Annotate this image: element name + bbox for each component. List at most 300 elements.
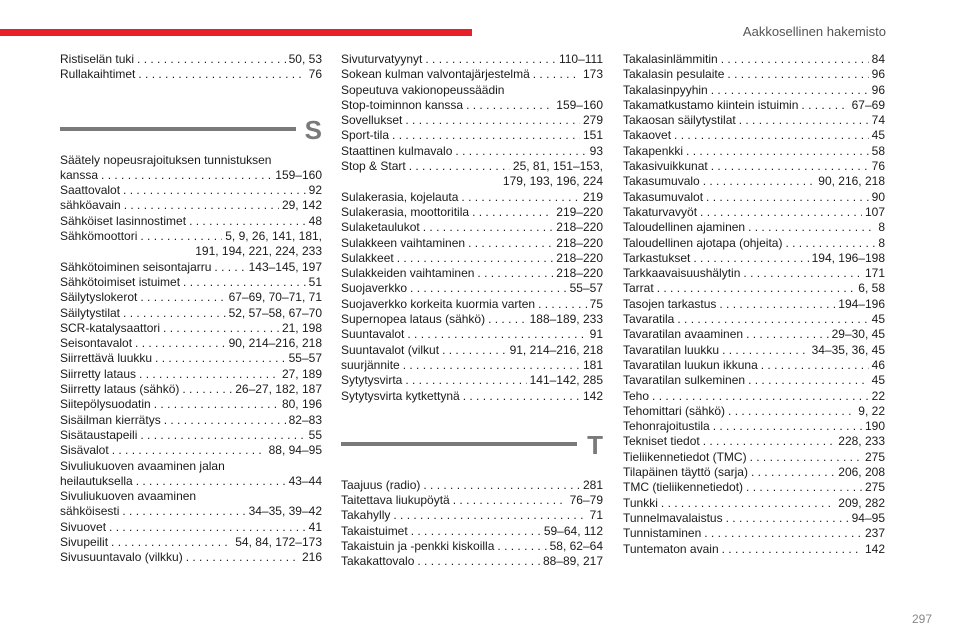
index-entry bbox=[623, 236, 885, 251]
section-header-t bbox=[341, 424, 603, 464]
section-divider bbox=[60, 127, 296, 131]
index-entry-pages: 5, 9, 26, 141, 181, bbox=[225, 229, 322, 244]
index-entry-term: Tekniset tiedot bbox=[623, 434, 700, 449]
index-entry bbox=[623, 358, 885, 373]
index-entry-line bbox=[60, 275, 322, 290]
index-entry-pages: 219–220 bbox=[556, 204, 603, 219]
index-entry-term: Takasumuvalo bbox=[623, 174, 700, 189]
index-entry-line bbox=[341, 67, 603, 82]
dot-leader bbox=[703, 174, 816, 189]
dot-leader bbox=[189, 214, 306, 229]
index-entry-term: Taloudellinen ajotapa (ohjeita) bbox=[623, 235, 783, 250]
index-entry-line bbox=[60, 520, 322, 535]
index-entry bbox=[60, 321, 322, 336]
index-entry-line bbox=[60, 474, 322, 489]
index-entry-pages: 21, 198 bbox=[281, 320, 322, 335]
dot-leader bbox=[722, 343, 809, 358]
index-entry-line bbox=[623, 281, 885, 296]
index-entry-pages: 216 bbox=[301, 550, 322, 565]
dot-leader bbox=[136, 474, 286, 489]
dot-leader bbox=[719, 297, 835, 312]
index-entry-term: Takahylly bbox=[341, 508, 391, 523]
index-entry-line bbox=[341, 508, 603, 523]
index-entry bbox=[60, 443, 322, 458]
index-entry-pages: 76 bbox=[308, 67, 322, 82]
index-entry-pages-continued: 191, 194, 221, 224, 233 bbox=[195, 244, 322, 259]
index-entry-pages: 75 bbox=[589, 296, 603, 311]
index-entry bbox=[341, 373, 603, 388]
index-entry bbox=[623, 113, 885, 128]
index-entry bbox=[341, 524, 603, 539]
index-entry-pages: 84 bbox=[871, 52, 885, 66]
dot-leader bbox=[214, 260, 245, 275]
dot-leader bbox=[652, 389, 869, 404]
dot-leader bbox=[101, 168, 272, 183]
index-entry-term: Sytytysvirta kytkettynä bbox=[341, 388, 460, 403]
index-entry bbox=[341, 236, 603, 251]
index-entry-pages: 92 bbox=[308, 183, 322, 198]
index-entry-line bbox=[341, 343, 603, 358]
index-entry-line bbox=[60, 260, 322, 275]
index-entry-line bbox=[623, 190, 885, 205]
index-entry-line bbox=[60, 52, 322, 67]
index-entry bbox=[60, 275, 322, 290]
index-entry-term: Sähkötoiminen seisontajarru bbox=[60, 259, 212, 274]
dot-leader bbox=[674, 128, 869, 143]
index-entry bbox=[623, 220, 885, 235]
index-entry-line bbox=[341, 389, 603, 404]
index-entry-term: Takaistuimet bbox=[341, 523, 408, 538]
index-entry-term: Sisäilman kierrätys bbox=[60, 412, 161, 427]
index-entry bbox=[341, 113, 603, 128]
index-entry-pages: 142 bbox=[864, 541, 885, 556]
index-entry-pages: 58, 62–64 bbox=[549, 539, 603, 554]
index-entry-line bbox=[623, 358, 885, 373]
index-entry-pages: 93 bbox=[589, 143, 603, 158]
index-entry-line bbox=[341, 98, 603, 113]
index-entry bbox=[341, 389, 603, 404]
index-entry-term: Stop-toiminnon kanssa bbox=[341, 97, 464, 112]
index-entry bbox=[341, 493, 603, 508]
index-entry-pages: 90, 214–216, 218 bbox=[228, 336, 322, 351]
index-entry-line bbox=[60, 443, 322, 458]
dot-leader bbox=[124, 198, 279, 213]
index-entry-line bbox=[623, 159, 885, 174]
dot-leader bbox=[122, 504, 245, 519]
index-entry-line bbox=[623, 526, 885, 541]
index-entry bbox=[623, 327, 885, 342]
index-entry-pages: 51 bbox=[308, 274, 322, 289]
index-entry-line bbox=[623, 419, 885, 434]
index-entry-term: Takalasin pesulaite bbox=[623, 67, 725, 82]
dot-leader bbox=[721, 52, 869, 67]
index-entry-pages: 8 bbox=[878, 235, 885, 250]
index-entry-term: Suojaverkko bbox=[341, 281, 408, 296]
index-entry bbox=[60, 260, 322, 275]
dot-leader bbox=[661, 496, 835, 511]
index-entry bbox=[623, 343, 885, 358]
dot-leader bbox=[743, 266, 862, 281]
index-entry-pages: 159–160 bbox=[556, 97, 603, 112]
index-entry-term: Takalasinlämmitin bbox=[623, 52, 718, 66]
index-entry bbox=[60, 290, 322, 305]
index-entry-term: Suojaverkko korkeita kuormia varten bbox=[341, 296, 536, 311]
index-entry-term: Takaturvavyöt bbox=[623, 204, 698, 219]
index-entry-line bbox=[60, 351, 322, 366]
dot-leader bbox=[538, 297, 587, 312]
index-entry-line bbox=[60, 290, 322, 305]
index-entry-line bbox=[623, 174, 885, 189]
dot-leader bbox=[472, 205, 553, 220]
index-entry-line bbox=[341, 144, 603, 159]
entries-col3-t bbox=[623, 52, 885, 557]
entries-col1-pre bbox=[60, 52, 322, 83]
index-entry bbox=[60, 67, 322, 82]
index-entry-term: Takaovet bbox=[623, 128, 672, 143]
index-entry-pages: 91, 214–216, 218 bbox=[509, 342, 603, 357]
index-entry-line bbox=[623, 128, 885, 143]
index-entry-term: Sulakerasia, kojelauta bbox=[341, 189, 459, 204]
dot-leader bbox=[407, 327, 586, 342]
index-entry-line bbox=[60, 67, 322, 82]
index-entry-term: Sulakerasia, moottoritila bbox=[341, 204, 470, 219]
dot-leader bbox=[746, 480, 862, 495]
dot-leader bbox=[453, 493, 567, 508]
index-entry-line bbox=[623, 144, 885, 159]
index-entry bbox=[623, 174, 885, 189]
dot-leader bbox=[728, 404, 855, 419]
index-entry-term: Taitettava liukupöytä bbox=[341, 493, 450, 508]
index-entry bbox=[60, 52, 322, 67]
index-entry-term: SCR-katalysaattori bbox=[60, 320, 161, 335]
index-entry-line bbox=[341, 266, 603, 281]
index-entry-pages: 67–69 bbox=[851, 97, 885, 112]
dot-leader bbox=[746, 327, 829, 342]
index-entry-term: Tavaratilan luukun ikkuna bbox=[623, 357, 758, 372]
dot-leader bbox=[409, 159, 510, 174]
index-entry-line bbox=[341, 190, 603, 205]
index-entry-pages: 142 bbox=[582, 388, 603, 403]
dot-leader bbox=[761, 358, 869, 373]
index-entry-term: Tilapäinen täyttö (sarja) bbox=[623, 465, 748, 480]
index-entry bbox=[60, 535, 322, 550]
index-entry-term: Säilytyslokerot bbox=[60, 290, 138, 305]
index-entry-term: Seisontavalot bbox=[60, 336, 133, 351]
index-entry-term: Siirrettävä luukku bbox=[60, 351, 153, 366]
dot-leader bbox=[748, 220, 875, 235]
index-entry-pages: 281 bbox=[582, 477, 603, 492]
index-entry-term: Sovellukset bbox=[341, 113, 403, 128]
index-entry-pages: 82–83 bbox=[288, 412, 322, 427]
dot-leader bbox=[686, 144, 869, 159]
index-entry bbox=[623, 434, 885, 449]
index-entry-line bbox=[623, 220, 885, 235]
dot-leader bbox=[123, 183, 306, 198]
dot-leader bbox=[123, 306, 226, 321]
index-entry-line bbox=[341, 281, 603, 296]
index-entry bbox=[341, 159, 603, 190]
dot-leader bbox=[455, 144, 586, 159]
index-entry-term: Tavaratilan luukku bbox=[623, 342, 720, 357]
index-entry-line bbox=[623, 389, 885, 404]
index-entry-pages: 76 bbox=[871, 159, 885, 174]
index-entry-term: Sport-tila bbox=[341, 128, 390, 143]
index-entry-term: Suuntavalot bbox=[341, 327, 405, 342]
index-entry bbox=[623, 83, 885, 98]
index-entry-term: Tunnistaminen bbox=[623, 526, 702, 541]
index-entry-term: Sokean kulman valvontajärjestelmä bbox=[341, 67, 530, 82]
header-accent-bar bbox=[0, 29, 472, 36]
index-entry-pages: 54, 84, 172–173 bbox=[235, 535, 322, 550]
index-entry-pages: 141–142, 285 bbox=[529, 373, 603, 388]
index-entry bbox=[60, 413, 322, 428]
index-entry-pages: 25, 81, 151–153, bbox=[512, 159, 603, 174]
index-entry-term: Sivuturvatyynyt bbox=[341, 52, 423, 66]
index-entry-line bbox=[623, 297, 885, 312]
index-entry bbox=[60, 198, 322, 213]
dot-leader bbox=[140, 428, 305, 443]
index-entry-pages: 45 bbox=[871, 312, 885, 327]
index-entry-term: Tehonrajoitustila bbox=[623, 419, 710, 434]
index-entry bbox=[623, 389, 885, 404]
index-entry-pages: 218–220 bbox=[556, 266, 603, 281]
index-entry-line bbox=[341, 297, 603, 312]
index-entry-pages: 59–64, 112 bbox=[543, 523, 603, 538]
dot-leader bbox=[403, 358, 580, 373]
entries-col2-s bbox=[341, 52, 603, 404]
dot-leader bbox=[488, 312, 527, 327]
dot-leader bbox=[722, 542, 862, 557]
dot-leader bbox=[677, 312, 868, 327]
index-entry bbox=[60, 489, 322, 520]
index-entry-pages: 29, 142 bbox=[281, 198, 322, 213]
index-entry-line bbox=[60, 198, 322, 213]
index-entry-term: Siirretty lataus bbox=[60, 366, 137, 381]
index-entry bbox=[341, 205, 603, 220]
index-entry-line bbox=[623, 373, 885, 388]
index-entry bbox=[341, 554, 603, 569]
index-entry-pages: 74 bbox=[871, 113, 885, 128]
index-entry bbox=[623, 373, 885, 388]
index-entry bbox=[341, 478, 603, 493]
index-entry-line bbox=[623, 98, 885, 113]
section-letter-s: S bbox=[304, 114, 322, 145]
index-entry-term: Teho bbox=[623, 388, 650, 403]
index-entry-term: Tavaratilan avaaminen bbox=[623, 327, 744, 342]
index-entry-pages: 88–89, 217 bbox=[542, 554, 603, 569]
dot-leader bbox=[140, 229, 222, 244]
index-entry bbox=[60, 397, 322, 412]
index-entry bbox=[623, 251, 885, 266]
index-entry bbox=[623, 266, 885, 281]
index-entry bbox=[60, 229, 322, 260]
index-entry-term: Sulakkeiden vaihtaminen bbox=[341, 266, 475, 281]
index-entry-line bbox=[60, 367, 322, 382]
index-entry bbox=[623, 404, 885, 419]
index-entry-pages: 96 bbox=[871, 82, 885, 97]
index-entry-line bbox=[60, 397, 322, 412]
index-entry bbox=[60, 459, 322, 490]
dot-leader bbox=[155, 351, 286, 366]
index-entry-line bbox=[623, 542, 885, 557]
index-entry-term: sähköavain bbox=[60, 198, 121, 213]
index-entry-term: Takasumuvalot bbox=[623, 189, 704, 204]
entries-section-s bbox=[60, 153, 322, 566]
index-entry bbox=[341, 327, 603, 342]
dot-leader bbox=[739, 113, 869, 128]
index-entry-term: kanssa bbox=[60, 167, 99, 182]
index-entry-term: Tunnelmavalaistus bbox=[623, 510, 723, 525]
index-entry-line bbox=[60, 550, 322, 565]
index-entry bbox=[341, 312, 603, 327]
index-entry-pages: 275 bbox=[864, 449, 885, 464]
index-entry-line bbox=[60, 229, 322, 244]
index-entry bbox=[341, 266, 603, 281]
index-entry bbox=[60, 306, 322, 321]
index-entry bbox=[341, 297, 603, 312]
dot-leader bbox=[111, 535, 232, 550]
index-entry bbox=[60, 550, 322, 565]
dot-leader bbox=[183, 275, 306, 290]
index-entry-term: Tuntematon avain bbox=[623, 541, 719, 556]
index-entry-pages: 110–111 bbox=[558, 52, 603, 66]
index-entry-pages: 34–35, 36, 45 bbox=[811, 342, 885, 357]
index-entry-line bbox=[60, 336, 322, 351]
index-entry-line bbox=[341, 524, 603, 539]
section-header-s bbox=[60, 109, 322, 149]
index-entry-pages: 143–145, 197 bbox=[248, 259, 322, 274]
index-entry-term: Taloudellinen ajaminen bbox=[623, 220, 746, 235]
index-entry-term: Sivusuuntavalo (vilkku) bbox=[60, 550, 183, 565]
index-entry-line bbox=[341, 113, 603, 128]
index-entry-line bbox=[341, 358, 603, 373]
index-entry-line bbox=[60, 504, 322, 519]
index-entry-term: Siirretty lataus (sähkö) bbox=[60, 382, 180, 397]
index-entry-term: suurjännite bbox=[341, 357, 400, 372]
dot-leader bbox=[411, 524, 541, 539]
index-entry-term: Takakattovalo bbox=[341, 554, 415, 569]
index-entry bbox=[623, 159, 885, 174]
index-entry-term: Tunkki bbox=[623, 495, 658, 510]
index-entry bbox=[623, 98, 885, 113]
index-entry bbox=[623, 419, 885, 434]
index-entry bbox=[341, 128, 603, 143]
index-entry-term: Sisätaustapeili bbox=[60, 427, 138, 442]
index-entry-line bbox=[623, 251, 885, 266]
index-entry-line bbox=[341, 327, 603, 342]
index-entry-pages-continued: 179, 193, 196, 224 bbox=[502, 174, 603, 189]
index-entry-line bbox=[60, 321, 322, 336]
index-entry-term: Stop & Start bbox=[341, 159, 406, 174]
index-entry-term: TMC (tieliikennetiedot) bbox=[623, 480, 744, 495]
dot-leader bbox=[748, 373, 869, 388]
index-entry-pages: 181 bbox=[582, 357, 603, 372]
index-entry-line bbox=[341, 478, 603, 493]
index-entry bbox=[623, 465, 885, 480]
index-entry-line bbox=[623, 343, 885, 358]
entries-col2-t bbox=[341, 478, 603, 570]
dot-leader bbox=[397, 251, 554, 266]
index-entry-term: Sähköiset lasinnostimet bbox=[60, 213, 187, 228]
dot-leader bbox=[711, 159, 869, 174]
index-entry bbox=[341, 508, 603, 523]
index-entry-line bbox=[623, 266, 885, 281]
index-entry-pages: 90 bbox=[871, 189, 885, 204]
index-entry-line bbox=[623, 327, 885, 342]
dot-leader bbox=[425, 52, 556, 67]
dot-leader bbox=[727, 67, 868, 82]
index-entry-pages: 22 bbox=[871, 388, 885, 403]
index-entry-pages: 209, 282 bbox=[838, 495, 885, 510]
index-entry-pages: 275 bbox=[864, 480, 885, 495]
index-entry-term: Takamatkustamo kiintein istuimin bbox=[623, 97, 799, 112]
index-entry bbox=[623, 190, 885, 205]
index-entry bbox=[623, 67, 885, 82]
dot-leader bbox=[785, 236, 875, 251]
page-header-title: Aakkosellinen hakemisto bbox=[742, 24, 886, 39]
index-entry-line bbox=[60, 535, 322, 550]
index-entry-pages: 55–57 bbox=[288, 351, 322, 366]
index-entry-term: Tieliikennetiedot (TMC) bbox=[623, 449, 747, 464]
index-entry-term: Tavaratila bbox=[623, 312, 675, 327]
index-entry-term-prefix: Sopeutuva vakionopeussäädin bbox=[341, 82, 505, 97]
index-entry-line bbox=[623, 496, 885, 511]
dot-leader bbox=[533, 67, 580, 82]
index-entry-pages: 90, 216, 218 bbox=[818, 174, 885, 189]
index-entry-term-prefix: Sivuliukuoven avaaminen bbox=[60, 489, 197, 504]
index-entry-pages: 237 bbox=[864, 526, 885, 541]
dot-leader bbox=[417, 554, 540, 569]
index-entry-pages: 52, 57–58, 67–70 bbox=[228, 305, 322, 320]
index-entry-term: Sulakkeen vaihtaminen bbox=[341, 235, 466, 250]
index-entry-pages: 26–27, 182, 187 bbox=[235, 382, 322, 397]
index-entry-term: Staattinen kulmavalo bbox=[341, 143, 453, 158]
index-entry bbox=[341, 83, 603, 114]
index-entry-term: Saattovalot bbox=[60, 183, 121, 198]
index-entry-term: Tehomittari (sähkö) bbox=[623, 403, 726, 418]
index-entry-pages: 218–220 bbox=[556, 220, 603, 235]
index-entry-line bbox=[341, 236, 603, 251]
index-entry-line bbox=[341, 52, 603, 67]
index-entry bbox=[623, 144, 885, 159]
index-column-1 bbox=[60, 52, 322, 566]
index-entry-pages: 218–220 bbox=[556, 235, 603, 250]
index-entry bbox=[60, 367, 322, 382]
index-entry-pages: 71 bbox=[589, 508, 603, 523]
dot-leader bbox=[139, 367, 279, 382]
index-entry-pages: 151 bbox=[582, 128, 603, 143]
index-entry bbox=[623, 542, 885, 557]
index-entry-pages: 48 bbox=[308, 213, 322, 228]
index-entry-line bbox=[341, 159, 603, 174]
dot-leader bbox=[405, 113, 580, 128]
index-entry-line bbox=[623, 205, 885, 220]
index-entry-line bbox=[60, 306, 322, 321]
page-number: 297 bbox=[911, 612, 932, 626]
index-entry-pages: 27, 189 bbox=[281, 366, 322, 381]
index-entry-pages: 34–35, 39–42 bbox=[248, 504, 322, 519]
index-entry-pages: 29–30, 45 bbox=[831, 327, 885, 342]
index-entry-pages: 55 bbox=[308, 427, 322, 442]
index-entry-line bbox=[60, 183, 322, 198]
index-entry-term: Sivupeilit bbox=[60, 535, 109, 550]
dot-leader bbox=[711, 83, 869, 98]
index-entry bbox=[623, 281, 885, 296]
index-entry-pages: 173 bbox=[582, 67, 603, 82]
index-entry-line bbox=[60, 382, 322, 397]
index-entry-term: Takaistuin ja -penkki kiskoilla bbox=[341, 539, 495, 554]
index-entry-term: Takasivuikkunat bbox=[623, 159, 708, 174]
